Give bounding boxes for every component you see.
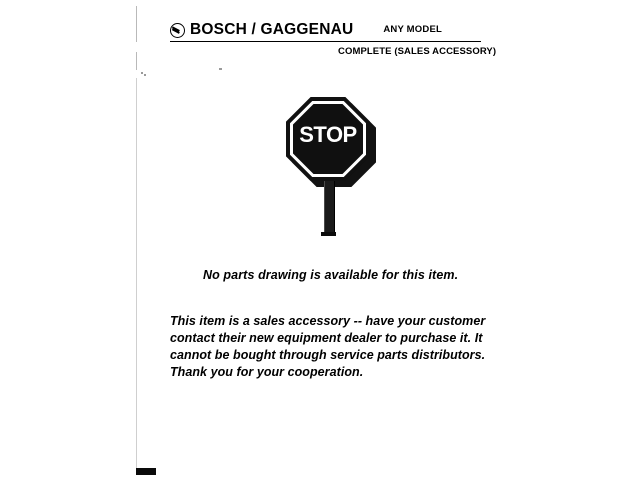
scan-artifact-speck	[141, 72, 143, 74]
model-label: ANY MODEL	[383, 24, 442, 35]
scan-artifact-speck	[219, 68, 222, 70]
header-divider	[170, 41, 481, 42]
scan-artifact-line	[136, 52, 137, 70]
notice-line: Thank you for your cooperation.	[170, 365, 364, 379]
notice-line: This item is a sales accessory -- have your customer	[170, 314, 486, 328]
document-header	[170, 20, 480, 40]
stop-sign-icon	[286, 97, 378, 237]
page-registration-mark	[136, 468, 156, 475]
brand-row	[170, 20, 480, 40]
notice-line: contact their new equipment dealer to purchase it. It	[170, 331, 483, 345]
bosch-circle-logo-icon	[170, 23, 185, 38]
category-label: COMPLETE (SALES ACCESSORY)	[338, 46, 497, 57]
notice-paragraph	[170, 313, 500, 381]
headline-text: No parts drawing is available for this item.	[203, 268, 459, 282]
stop-sign-post-base	[321, 232, 336, 236]
stop-sign-post	[324, 181, 335, 235]
stop-sign-text: STOP	[299, 122, 357, 147]
notice-line: cannot be bought through service parts distributors.	[170, 348, 486, 362]
scan-artifact-speck	[144, 74, 146, 76]
brand-title: BOSCH / GAGGENAU	[190, 21, 354, 38]
scan-artifact-line	[136, 78, 137, 473]
scan-artifact-line	[136, 6, 137, 42]
